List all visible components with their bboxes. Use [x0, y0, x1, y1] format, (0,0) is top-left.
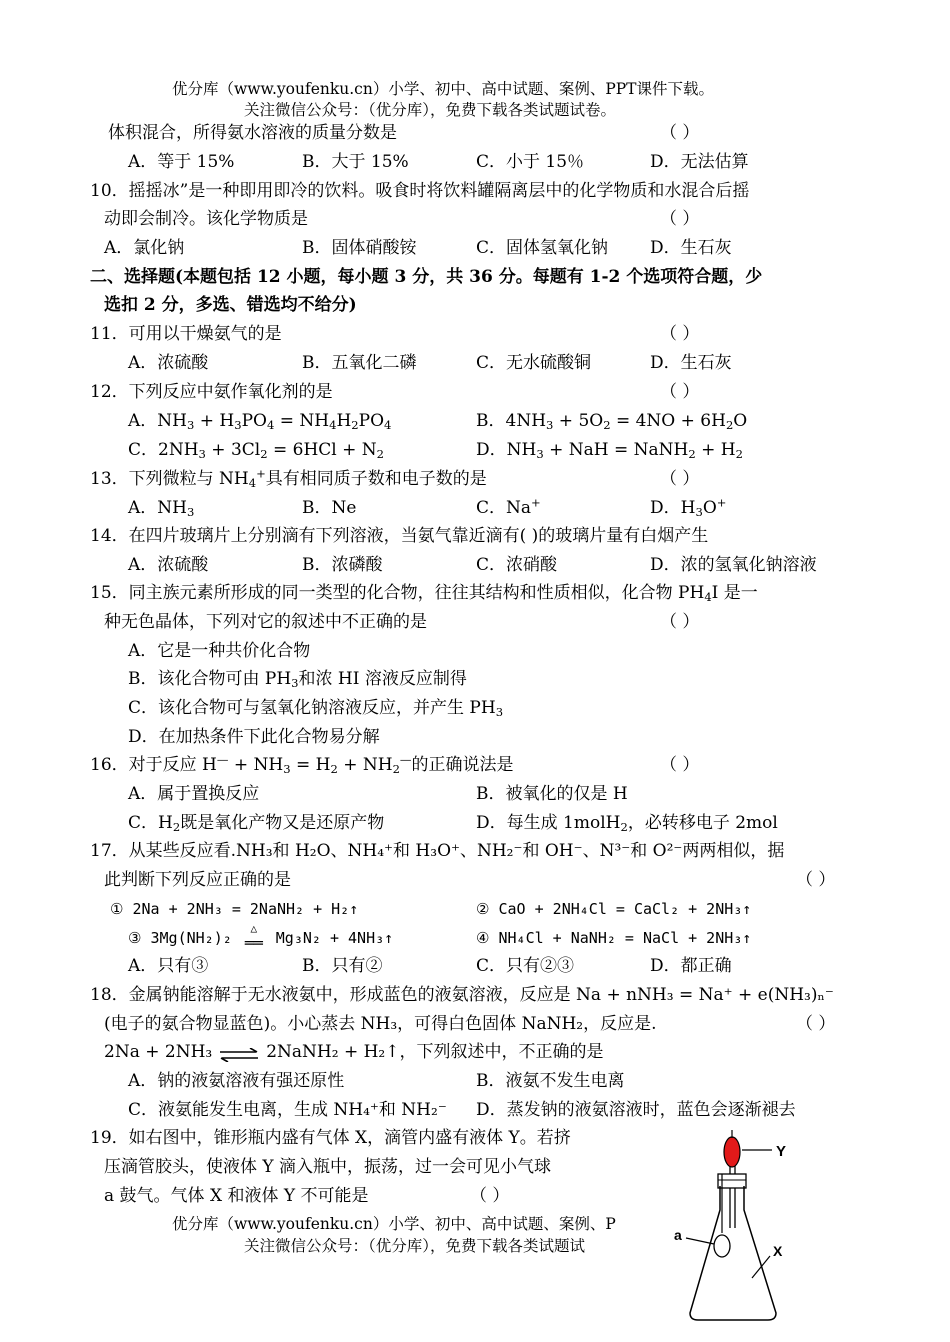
dropper-bulb: [724, 1137, 740, 1167]
q15-option-d: D．在加热条件下此化合物易分解: [128, 727, 380, 747]
q11-option-a: A．浓硫酸: [128, 353, 209, 373]
q19-stem-line-3: a 鼓气。气体 X 和液体 Y 不可能是: [104, 1186, 369, 1206]
q17-equation-2: ② CaO + 2NH₄Cl = CaCl₂ + 2NH₃↑: [476, 900, 752, 918]
q12-option-c: C．$2NH_3 + 3Cl_2 = 6HCl + N_2$: [128, 440, 385, 461]
q17-equation-1: ① 2Na + 2NH₃ = 2NaNH₂ + H₂↑: [110, 900, 359, 918]
q18-answer-paren: （ ）: [796, 1014, 836, 1034]
q16-answer-paren: （ ）: [660, 755, 700, 775]
balloon-a: [714, 1235, 730, 1257]
q15-stem-line-1: 15．同主族元素所形成的同一类型的化合物，往往其结构和性质相似，化合物 $PH_4I$ 是一: [90, 583, 758, 604]
flask-apparatus-figure: [640, 1128, 820, 1328]
reversible-arrow-icon: [218, 1046, 260, 1060]
q18-stem-line-2: (电子的氨合物显蓝色)。小心蒸去 NH₃，可得白色固体 NaNH₂，反应是.: [104, 1014, 657, 1034]
section-2-heading-line-1: 二、选择题(本题包括 12 小题，每小题 3 分，共 36 分。每题有 1-2 个选项符合题，少: [90, 267, 763, 287]
label-y: Y: [776, 1143, 787, 1160]
q11-stem: 11．可用以干燥氨气的是: [90, 324, 282, 344]
q16-option-d: D．每生成 1molH$_2$，必转移电子 2mol: [476, 813, 778, 834]
q12-option-b: B．$4NH_3 + 5O_2 = 4NO + 6H_2O$: [476, 411, 748, 432]
q19-stem-line-2: 压滴管胶头，使液体 Y 滴入瓶中，振荡，过一会可见小气球: [104, 1157, 552, 1177]
q14-stem: 14．在四片玻璃片上分别滴有下列溶液，当氨气靠近滴有( )的玻璃片量有白烟产生: [90, 526, 709, 546]
q11-option-b: B．五氧化二磷: [302, 353, 417, 373]
footer-line-1: 优分库（www.youfenku.cn）小学、初中、高中试题、案例、P: [172, 1215, 616, 1233]
q9-option-b: B．大于 15%: [302, 152, 409, 172]
q14-option-b: B．浓磷酸: [302, 555, 383, 575]
q15-option-b: B．该化合物可由 $PH_3$和浓 HI 溶液反应制得: [128, 669, 467, 690]
q13-stem: 13．下列微粒与 $NH_4^+$具有相同质子数和电子数的是: [90, 466, 487, 490]
q17-answer-paren: （ ）: [796, 870, 836, 890]
q11-answer-paren: （ ）: [660, 324, 700, 344]
q10-stem-line-1: 10．摇摇冰”是一种即用即冷的饮料。吸食时将饮料罐隔离层中的化学物质和水混合后摇: [90, 181, 750, 201]
q10-stem-line-2: 动即会制冷。该化学物质是: [104, 209, 308, 229]
q18-option-d: D．蒸发钠的液氨溶液时，蓝色会逐渐褪去: [476, 1100, 796, 1120]
q14-option-d: D．浓的氢氧化钠溶液: [650, 555, 817, 575]
q10-option-c: C．固体氢氧化钠: [476, 238, 609, 258]
q17-option-a: A．只有③: [128, 956, 209, 976]
q14-option-c: C．浓硝酸: [476, 555, 558, 575]
q17-option-b: B．只有②: [302, 956, 383, 976]
q11-option-d: D．生石灰: [650, 353, 732, 373]
q18-option-a: A．钠的液氨溶液有强还原性: [128, 1071, 345, 1091]
q12-option-d: D．$NH_3$ + NaH = NaNH$_2$ + $H_2$: [476, 440, 743, 461]
q9-option-a: A．等于 15%: [128, 152, 235, 172]
header-line-2: 关注微信公众号：（优分库），免费下载各类试题试卷。: [244, 101, 617, 119]
q10-option-b: B．固体硝酸铵: [302, 238, 417, 258]
q17-option-c: C．只有②③: [476, 956, 575, 976]
q9-option-c: C．小于 15％: [476, 152, 585, 172]
q18-stem-line-1: 18．金属钠能溶解于无水液氨中，形成蓝色的液氨溶液，反应是 Na + nNH₃ = Na⁺ + e(NH₃)ₙ⁻: [90, 985, 834, 1005]
q10-option-a: A．氯化钠: [104, 238, 185, 258]
q10-answer-paren: （ ）: [660, 209, 700, 229]
q18-option-c: C．液氨能发生电离，生成 NH₄⁺和 NH₂⁻: [128, 1100, 447, 1120]
q13-answer-paren: （ ）: [660, 469, 700, 489]
q13-option-d: D．$H_3O^+$: [650, 495, 727, 519]
q17-option-d: D．都正确: [650, 956, 732, 976]
q11-option-c: C．无水硫酸铜: [476, 353, 592, 373]
q18-option-b: B．液氨不发生电离: [476, 1071, 625, 1091]
heat-symbol: △: [250, 922, 258, 935]
label-x: X: [773, 1243, 783, 1259]
q10-option-d: D．生石灰: [650, 238, 732, 258]
q16-option-a: A．属于置换反应: [128, 784, 260, 804]
q15-option-c: C．该化合物可与氢氧化钠溶液反应，并产生 $PH_3$: [128, 698, 504, 719]
q18-stem-line-3: 2Na + 2NH₃ 2NaNH₂ + H₂↑，下列叙述中，不正确的是: [104, 1042, 604, 1062]
q16-option-b: B．被氧化的仅是 H: [476, 784, 628, 804]
section-2-heading-line-2: 选扣 2 分，多选、错选均不给分): [104, 295, 357, 315]
q12-answer-paren: （ ）: [660, 382, 700, 402]
q17-equation-3: ③ 3Mg(NH₂)₂ △ ══ Mg₃N₂ + 4NH₃↑: [128, 927, 393, 949]
q19-answer-paren: （ ）: [470, 1186, 510, 1206]
q12-stem: 12．下列反应中氨作氧化剂的是: [90, 382, 333, 402]
q9-option-d: D．无法估算: [650, 152, 749, 172]
q13-option-b: B．Ne: [302, 498, 357, 518]
q13-option-c: C．Na+: [476, 495, 541, 518]
footer-line-2: 关注微信公众号：（优分库），免费下载各类试题试: [244, 1237, 586, 1255]
q17-stem-line-2: 此判断下列反应正确的是: [104, 870, 291, 890]
q15-stem-line-2: 种无色晶体，下列对它的叙述中不正确的是: [104, 612, 427, 632]
header-line-1: 优分库（www.youfenku.cn）小学、初中、高中试题、案例、PPT课件下载。: [172, 80, 715, 98]
q12-option-a: A．$NH_3 + H_3PO_4 = NH_4H_2PO_4$: [128, 411, 392, 432]
q15-answer-paren: （ ）: [660, 612, 700, 632]
q17-equation-4: ④ NH₄Cl + NaNH₂ = NaCl + 2NH₃↑: [476, 929, 752, 947]
q19-stem-line-1: 19．如右图中，锥形瓶内盛有气体 X，滴管内盛有液体 Y。若挤: [90, 1128, 571, 1148]
q16-stem: 16．对于反应 $H^— + NH_3 = H_2 + NH_2^—$的正确说法是: [90, 752, 514, 776]
q9-stem-continued: 体积混合，所得氨水溶液的质量分数是: [108, 123, 397, 143]
q9-answer-paren: （ ）: [660, 123, 700, 143]
q15-option-a: A．它是一种共价化合物: [128, 641, 311, 661]
q16-option-c: C．$H_2$既是氧化产物又是还原产物: [128, 813, 385, 834]
q14-option-a: A．浓硫酸: [128, 555, 209, 575]
q17-stem-line-1: 17．从某些反应看.NH₃和 H₂O、NH₄⁺和 H₃O⁺、NH₂⁻和 OH⁻、N³⁻和 O²⁻两两相似，据: [90, 841, 785, 861]
label-a: a: [674, 1227, 682, 1243]
q13-option-a: A．$NH_3$: [128, 498, 195, 519]
